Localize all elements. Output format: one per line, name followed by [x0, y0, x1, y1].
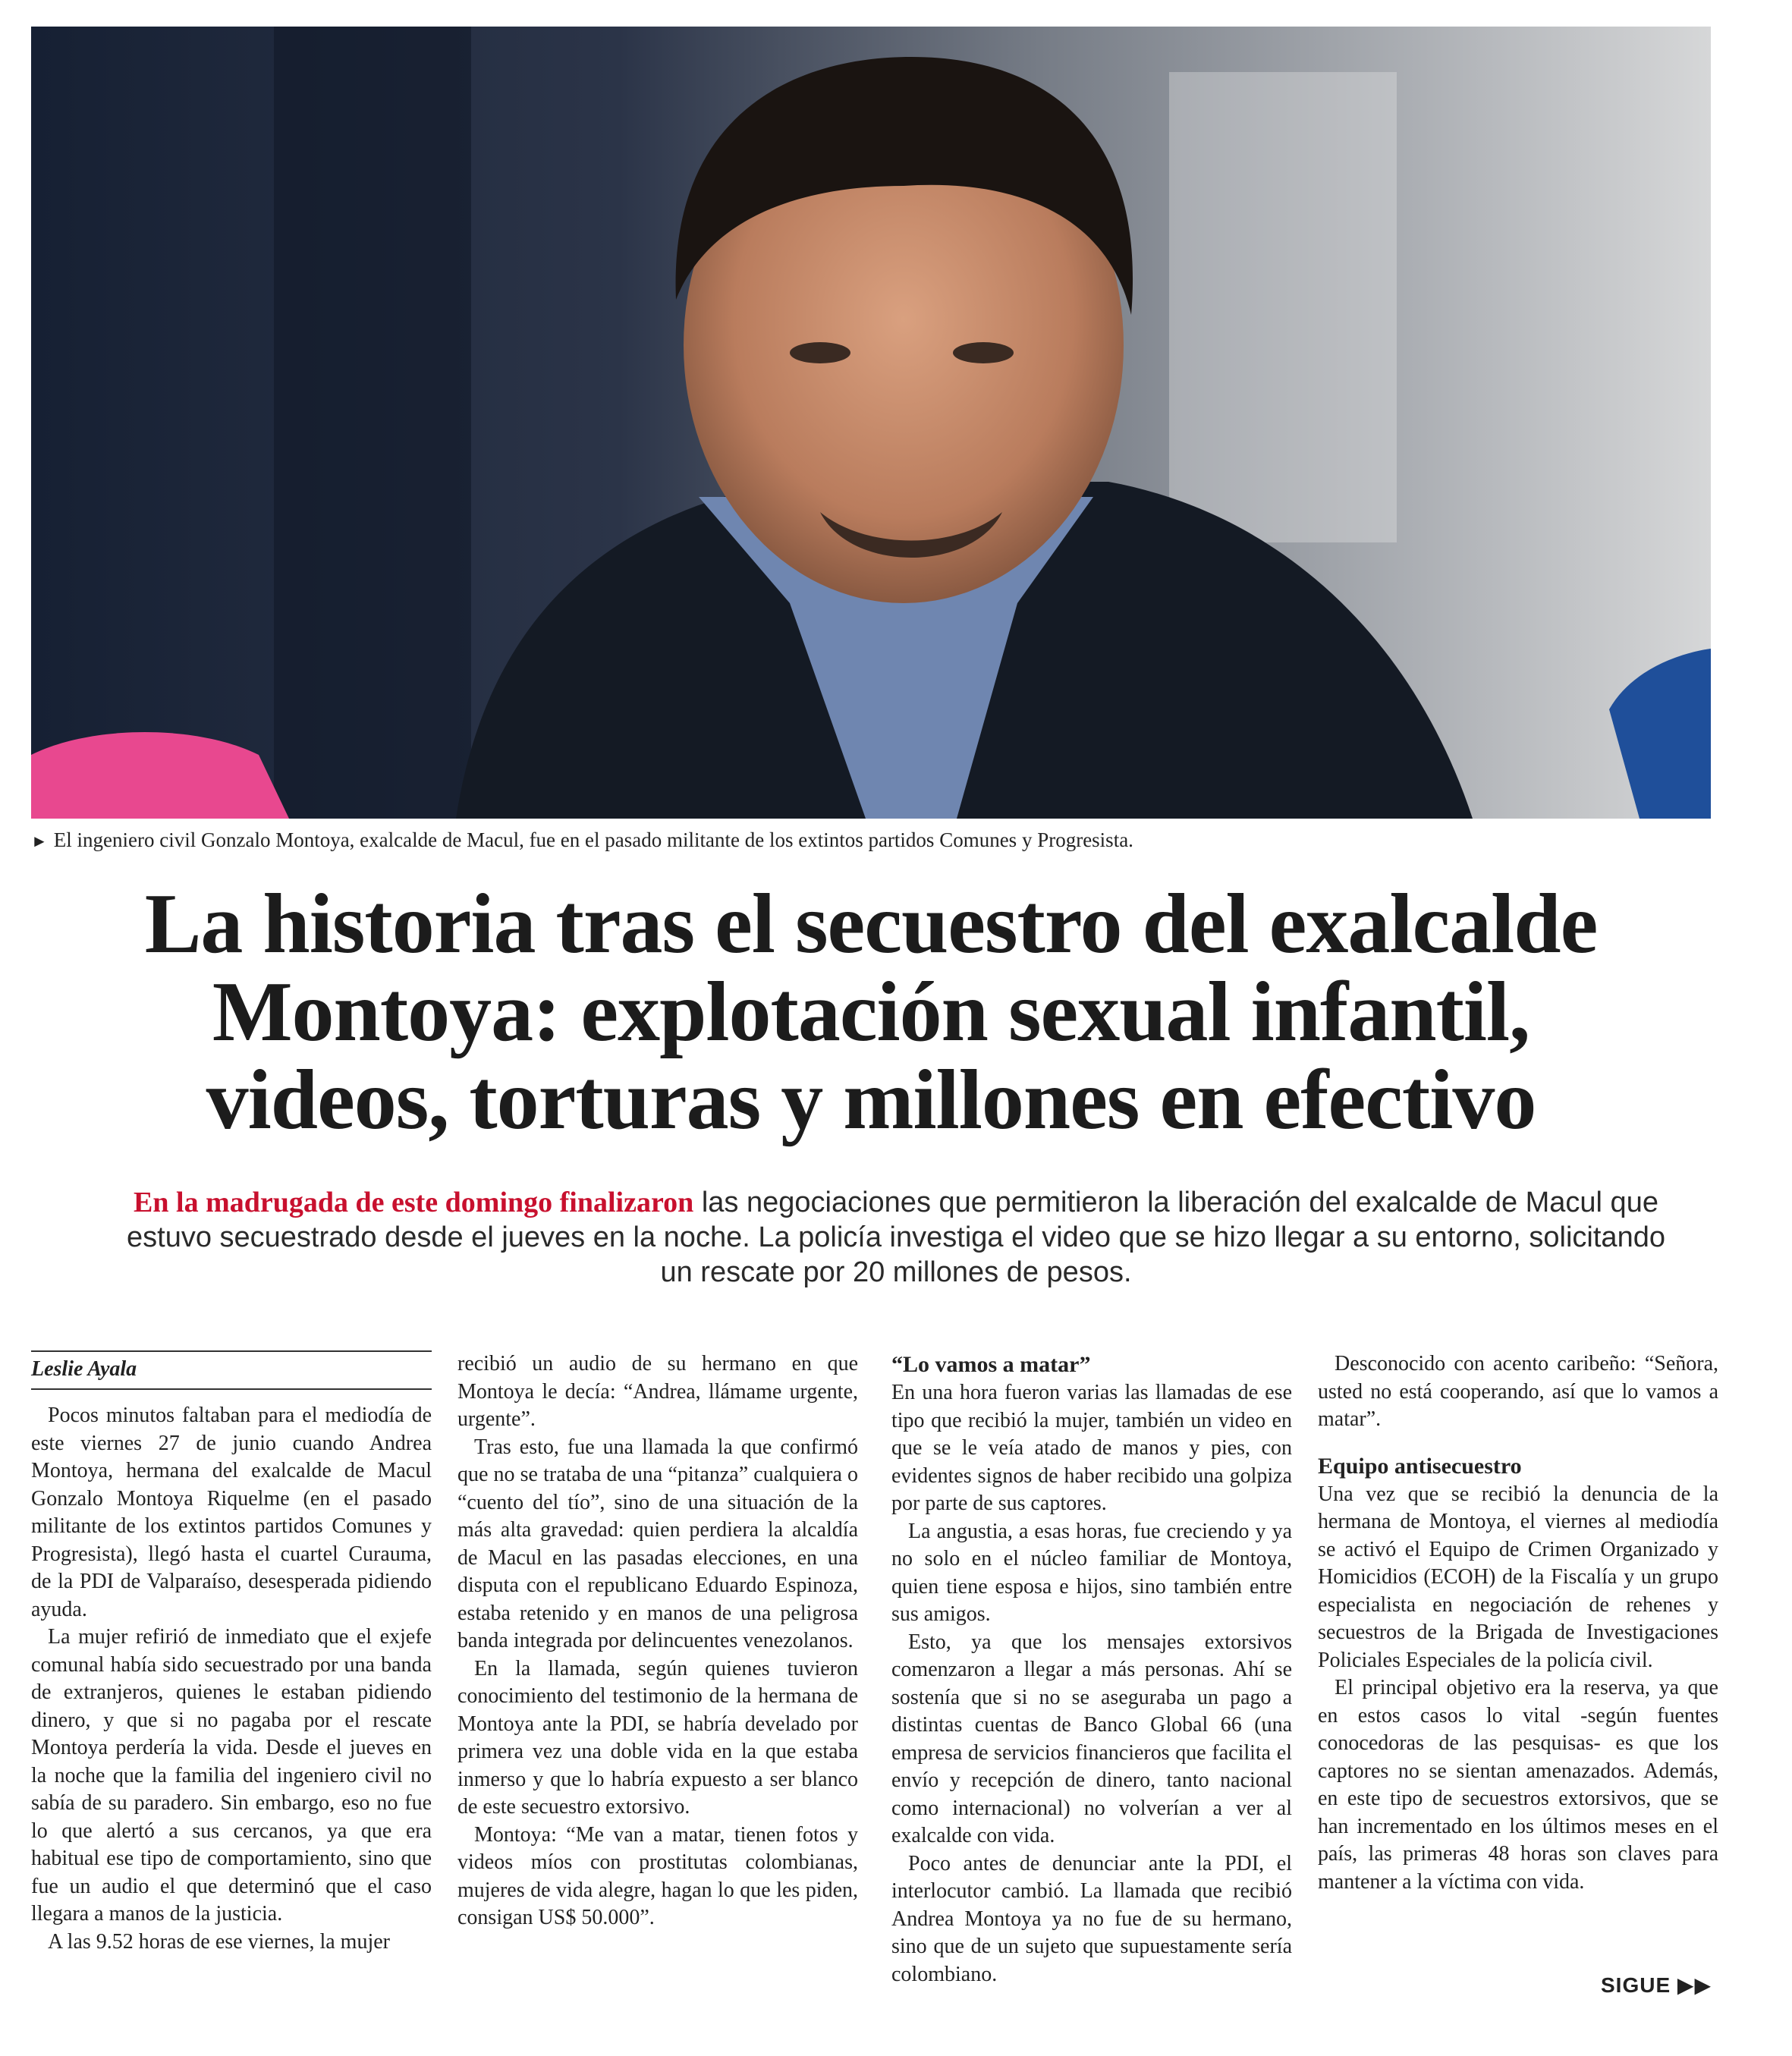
continue-marker: SIGUE ▶▶ — [1601, 1973, 1712, 1997]
article-column-3 — [891, 1350, 1292, 1988]
paragraph: Esto, ya que los mensajes extorsivos comenzaron a llegar a más personas. Ahí se sostenía que si no se aseguraba un pago a distintas cuentas de Banco Global 66 (una empresa de servicios financieros que facilita el envío y recepción de dinero, tanto nacional como internacional) no volverían a ver al exalcalde con vida. — [891, 1630, 1292, 1847]
paragraph: Tras esto, fue una llamada la que confirmó que no se trataba de una “pitanza” cualquiera o “cuento del tío”, sino de una situación de la más alta gravedad: quien perdiera la alcaldía de Macul en las pasadas elecciones, en una disputa con el republicano Eduardo Espinoza, estaba retenido y en manos de una peligrosa banda integrada por delincuentes venezolanos. — [457, 1435, 858, 1652]
caption-arrow-icon: ► — [31, 832, 48, 850]
paragraph: Montoya: “Me van a matar, tienen fotos y videos míos con prostitutas colombianas, mujeres de vida alegre, hagan lo que les piden, consigan US$ 50.000”. — [457, 1822, 858, 1929]
paragraph: recibió un audio de su hermano en que Montoya le decía: “Andrea, llámame urgente, urgente”. — [457, 1352, 858, 1431]
lead-text: las negociaciones que permitieron la liberación del exalcalde de Macul que estuvo secuestrado desde el jueves en la noche. La policía investiga el video que se hizo llegar a su entorno, solicitando un rescate por 20 millones de pesos. — [127, 1187, 1665, 1288]
headline — [31, 877, 1711, 1147]
portrait-illustration — [31, 27, 1711, 819]
lead-highlight: En la madrugada de este domingo finalizaron — [134, 1187, 694, 1218]
paragraph: A las 9.52 horas de ese viernes, la mujer — [48, 1929, 390, 1954]
lead-paragraph — [114, 1185, 1678, 1290]
byline: Leslie Ayala — [31, 1350, 432, 1390]
headline-line-1: La historia tras el secuestro del exalcalde — [144, 877, 1598, 971]
paragraph: Desconocido con acento caribeño: “Señora, usted no está cooperando, así que lo vamos a matar”. — [1318, 1352, 1718, 1431]
paragraph: La angustia, a esas horas, fue creciendo y ya no solo en el núcleo familiar de Montoya, quien tiene esposa e hijos, sino también entre sus amigos. — [891, 1519, 1292, 1626]
paragraph: Una vez que se recibió la denuncia de la hermana de Montoya, el viernes al mediodía se activó el Equipo de Crimen Organizado y Homicidios (ECOH) de la Fiscalía y un grupo especialista en negociación de rehenes y secuestros de la Brigada de Investigaciones Policiales Especiales de la policía civil. — [1318, 1482, 1718, 1672]
photo-caption — [31, 827, 1711, 854]
paragraph: El principal objetivo era la reserva, ya que en estos casos lo vital -según fuentes conocedoras de las pesquisas- es que los captores no se sientan amenazados. Además, en este tipo de secuestros extorsivos, que se han incrementado en los últimos meses en el país, las primeras 48 horas son claves para mantener a la víctima con vida. — [1318, 1676, 1718, 1894]
paragraph: Pocos minutos faltaban para el mediodía de este viernes 27 de junio cuando Andrea Montoya, hermana del exalcalde de Macul Gonzalo Montoya Riquelme (en el pasado militante de los extintos partidos Comunes y Progresista), llegó hasta el cuartel Curauma, de la PDI de Valparaíso, desesperada pidiendo ayuda. — [31, 1404, 432, 1621]
article-column-1 — [31, 1350, 432, 1956]
paragraph: En una hora fueron varias las llamadas de ese tipo que recibió la mujer, también un video en que se le veía atado de manos y pies, con evidentes signos de haber recibido una golpiza por parte de sus captores. — [891, 1381, 1292, 1515]
headline-line-2: Montoya: explotación sexual infantil, — [212, 965, 1530, 1059]
subhead-equipo-antisecuestro: Equipo antisecuestro — [1318, 1453, 1522, 1479]
article-column-4 — [1318, 1350, 1718, 1896]
paragraph: La mujer refirió de inmediato que el exjefe comunal había sido secuestrado por una banda de extranjeros, quienes le estaban pidiendo dinero, y que si no pagaba por el rescate Montoya perdería la vida. Desde el jueves en la noche que la familia del ingeniero civil no sabía de su paradero. Sin embargo, eso no fue lo que alertó a sus cercanos, ya que era habitual ese tipo de comportamiento, sino que fue un audio el que determinó que el caso llegara a manos de la justicia. — [31, 1625, 432, 1926]
article-column-2 — [457, 1350, 858, 1932]
paragraph: Poco antes de denunciar ante la PDI, el interlocutor cambió. La llamada que recibió Andrea Montoya ya no fue de su hermano, sino que de un sujeto que supuestamente sería colombiano. — [891, 1851, 1292, 1986]
headline-line-3: videos, torturas y millones en efectivo — [206, 1053, 1536, 1147]
spacer — [1318, 1434, 1718, 1452]
paragraph: En la llamada, según quienes tuvieron conocimiento del testimonio de la hermana de Montoya ante la PDI, se habría develado por primera vez una doble vida en la que estaba inmerso y que lo habría expuesto a ser blanco de este secuestro extorsivo. — [457, 1656, 858, 1819]
article-photo — [31, 27, 1711, 819]
caption-text: El ingeniero civil Gonzalo Montoya, exalcalde de Macul, fue en el pasado militante de los extintos partidos Comunes y Progresista. — [53, 828, 1133, 851]
subhead-lo-vamos-a-matar: “Lo vamos a matar” — [891, 1352, 1091, 1377]
